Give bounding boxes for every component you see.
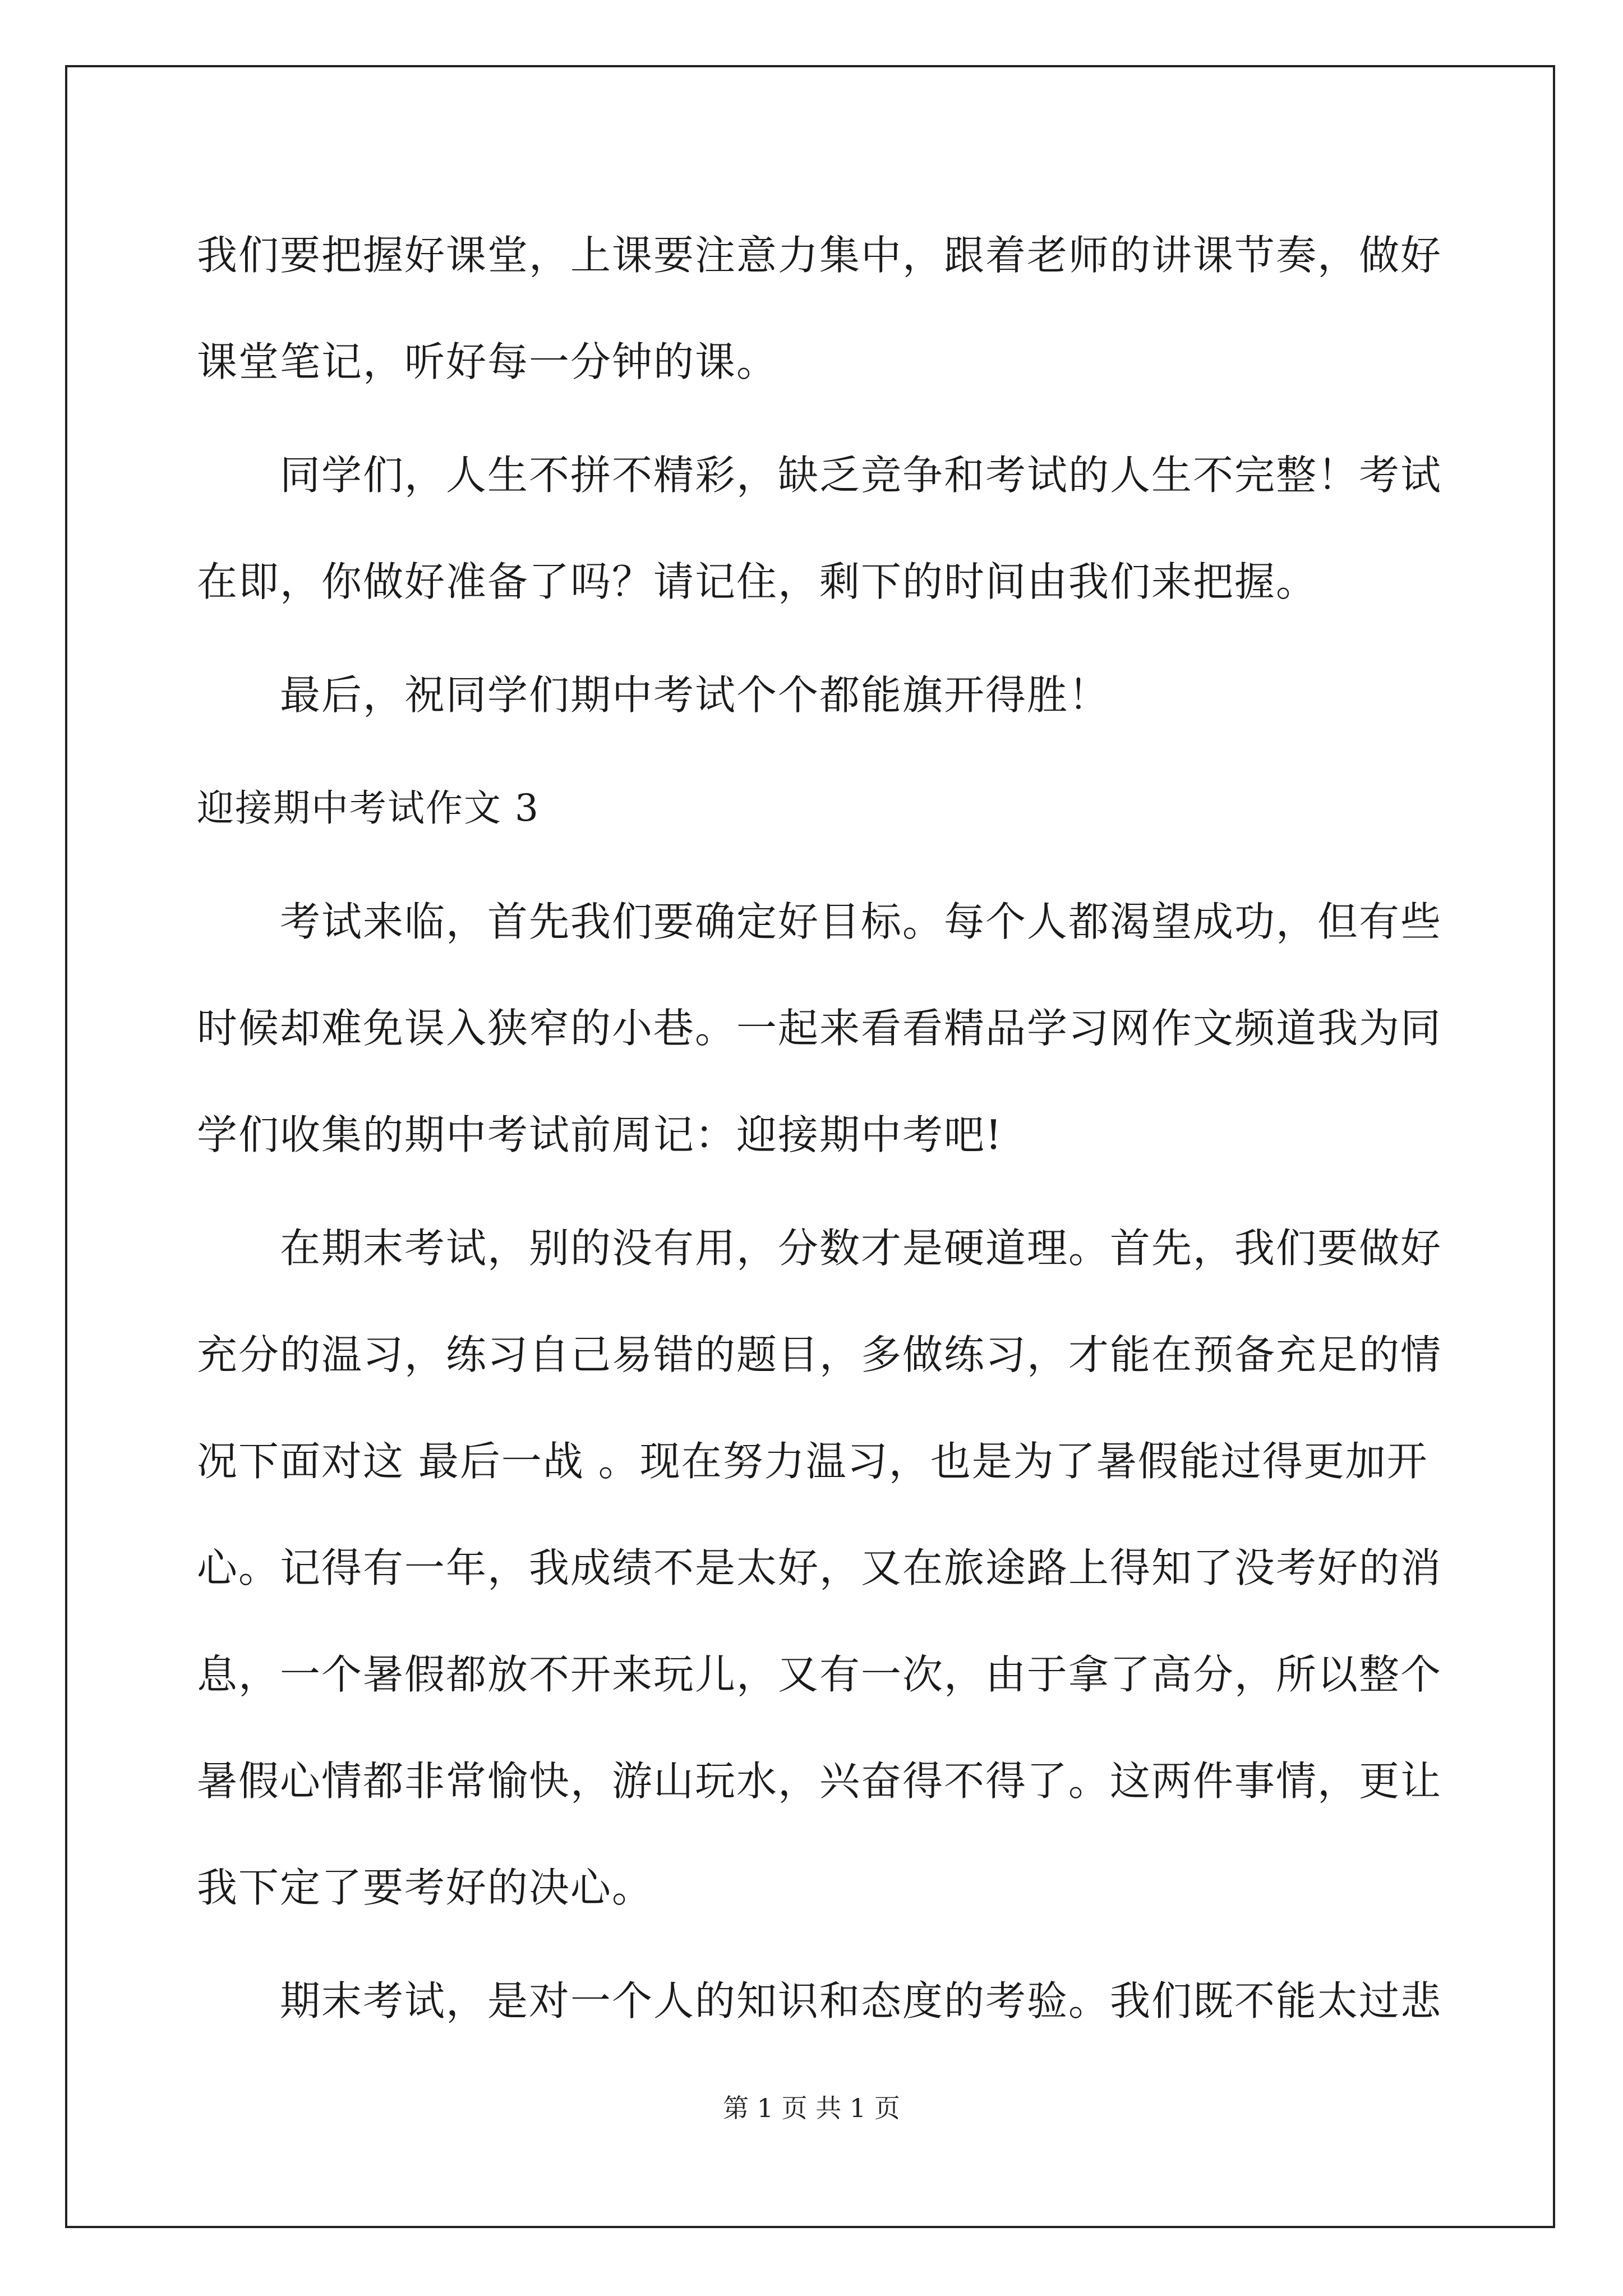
paragraph (197, 868, 1442, 1188)
paragraph (197, 1195, 1442, 1941)
text-line: 我们要把握好课堂，上课要注意力集中，跟着老师的讲课节奏，做好 (197, 232, 1442, 279)
text-line: 在期末考试，别的没有用，分数才是硬道理。首先，我们要做好 (280, 1225, 1442, 1272)
text-line: 最后，祝同学们期中考试个个都能旗开得胜！ (280, 671, 1110, 719)
page-number-label: 第 1 页 共 1 页 (723, 2093, 900, 2123)
page-footer (0, 2088, 1623, 2125)
text-line: 期末考试，是对一个人的知识和态度的考验。我们既不能太过悲 (280, 1977, 1442, 2024)
text-line: 我下定了要考好的决心。 (197, 1864, 654, 1911)
text-line: 学们收集的期中考试前周记：迎接期中考吧! (197, 1111, 1003, 1158)
text-line: 况下面对这 最后一战 。现在努力温习，也是为了暑假能过得更加开 (197, 1438, 1428, 1485)
text-line: 同学们，人生不拼不精彩，缺乏竞争和考试的人生不完整！考试 (280, 452, 1442, 499)
paragraph (197, 202, 1442, 415)
text-line: 暑假心情都非常愉快，游山玩水，兴奋得不得了。这两件事情，更让 (197, 1757, 1442, 1805)
document-body (197, 202, 1442, 2061)
paragraph (197, 422, 1442, 635)
text-line: 息，一个暑假都放不开来玩儿，又有一次，由于拿了高分，所以整个 (197, 1651, 1442, 1698)
text-line: 考试来临，首先我们要确定好目标。每个人都渴望成功，但有些 (280, 898, 1442, 945)
paragraph (197, 1948, 1442, 2054)
text-line: 在即，你做好准备了吗？请记住，剩下的时间由我们来把握。 (197, 558, 1318, 605)
text-line: 充分的温习，练习自己易错的题目，多做练习，才能在预备充足的情 (197, 1331, 1442, 1378)
text-line: 课堂笔记，听好每一分钟的课。 (197, 338, 778, 385)
section-heading: 迎接期中考试作文 3 (197, 786, 540, 830)
text-line: 时候却难免误入狭窄的小巷。一起来看看精品学习网作文频道我为同 (197, 1005, 1442, 1052)
text-line: 心。记得有一年，我成绩不是太好，又在旅途路上得知了没考好的消 (197, 1544, 1442, 1591)
paragraph (197, 642, 1431, 748)
